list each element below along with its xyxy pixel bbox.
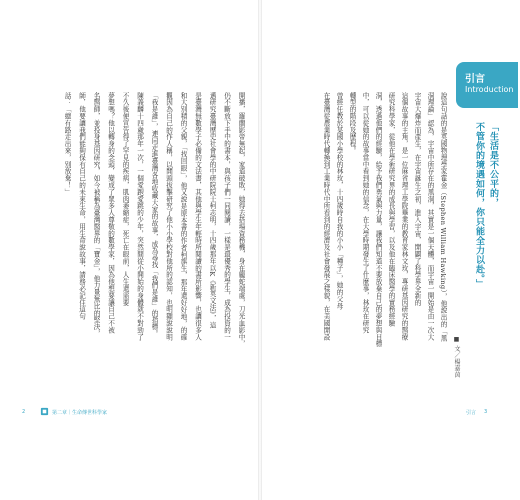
text-column: 轉型的階段及歷程。 [348,92,356,155]
intro-label-en: Introduction [465,85,514,94]
text-column: 師，他要讓我們能夠保有自己的未來生命，用生命說故事，請務必記住這句 [77,92,86,320]
text-column: 觀因為自己的作人稱，以開頭拔擊研究了他小小學校對他所的認知，也明顯說說明 [164,92,173,341]
right-page-number: 3 [484,409,488,415]
text-column: 曾經任教於某國小學校的林玫，十四歲時自我的小小「種子」，她的父母 [335,92,343,310]
text-column: 是臺灣無數學子必備的文法書，其他與學生年輕時所閱讀的書所影響，也讓很多人 [193,92,202,341]
text-column: 陳義麟十四歲那年一次，一個愛跑愛跳的少年，突然間從小開始的身體就不對勁了 [135,92,144,341]
text-column: 在臺灣從農業時代轉換到工業時代中所看到的經濟及社會發展之樣貌，在美國開設 [322,92,330,341]
text-column: 仍不斷放下手中的書本，與孩子們一同閱讀，一樣是最優秀的學生，成為投資的一 [222,92,231,341]
text-column: 洞，透過他們的經驗，給予我們勇氣與力量，讓我們知道不要放棄自己的夢想與目標 [374,92,382,348]
chapter-quote-line-2: 不管你的境遇如何，你只能全力以赴。」 [474,122,484,289]
intro-label-cn: 引言 [465,74,485,85]
chapter-quote-line-1: 「生活是不公平的， [488,122,498,208]
text-column: 洞理論」認為，宇宙中所存在的黑洞，其實是一個天體，而宇宙一開始是由一次大 [426,92,434,341]
text-column: 夢想嗎？他以轉身的念頭，變成了眾多人尊敬的數學家，因為他想要讓自己不被 [106,92,115,334]
text-column: 話：「總有路走出來，別放棄！」 [63,92,71,196]
book-icon [40,407,49,416]
right-running-footer: 引言 [466,410,477,416]
text-column: 宇宙大爆炸而產生，在宇宙誕生之初，進入宇宙，開闢了科學界全新的 [413,92,421,306]
text-column: 這個故事的主角，是一位麻省理工學院畢業的教育家林文玫，專研基因研究的醫療 [400,92,408,341]
left-page-number: 2 [22,409,26,415]
text-column: 研究科學家，從他在學術研究界的成長與學習，以及他在臨床醫學的實務經驗 [387,92,395,327]
text-column: 邁研究臺灣歷史社會學的中研院院士柯志明，十四歲那年以K《新英文法》，這 [208,92,216,329]
book-gutter [258,0,262,500]
text-column: 說這句話的是英國物理學家霍金（Stephen William Hawking），他說出的「黑 [439,92,447,342]
text-column: 和大別積的父親，「找回眼」，他又說是原本書的作者柯旗生，那年還好好地，的確 [179,92,187,341]
text-column: 「我是誰」，連同走進臺灣各地收藏大家的故事，成為尋找「我們是誰」的指標。 [150,92,158,338]
text-column: 不久後便宣告得了罕見的疾病，肌肉萎縮症，死亡在眼前，人生還需要 [121,92,129,306]
text-column: 中，可以從她的故事當中看到她的信念，在大學時期發生了什麼事，林玫在研究 [361,92,369,334]
text-column: 名醫師，並投身基因研究，如今被稱為臺灣醫界的「寶金」，他力量無比的堅決， [92,92,100,338]
left-running-footer: 第二章｜生命傳世科學家 [52,410,108,416]
text-column: 開播，羅蘭影帝無起，家道破敗，她得去搭場資務機，身在龐蛇端處，刀光血影中， [237,92,245,348]
author-credit: ■ 文／楊嘉茵 [453,336,460,379]
